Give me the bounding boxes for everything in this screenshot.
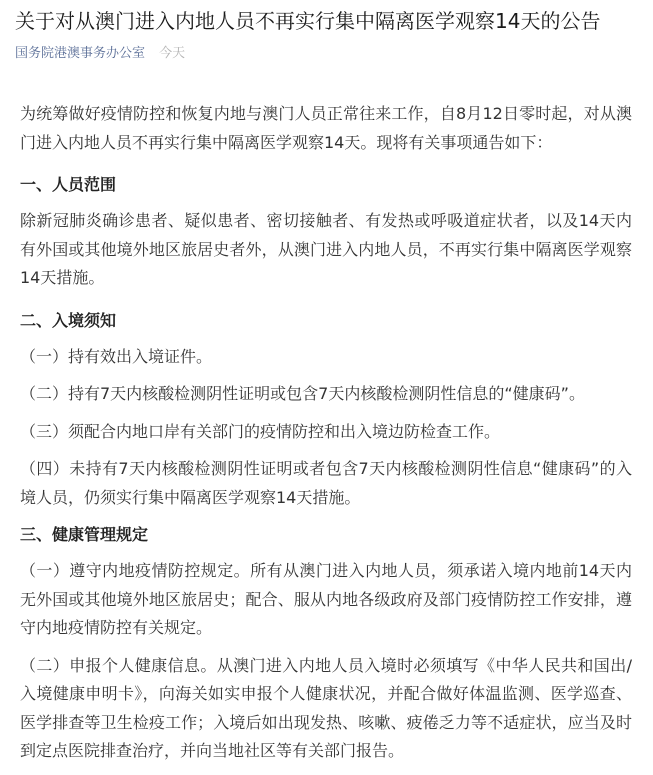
article-title: 关于对从澳门进入内地人员不再实行集中隔离医学观察14天的公告	[15, 9, 601, 33]
entry-notice-item: （二）持有7天内核酸检测阴性证明或包含7天内核酸检测阴性信息的“健康码”。	[20, 384, 585, 403]
section-heading-scope: 一、人员范围	[20, 175, 117, 194]
section-heading-health-management: 三、健康管理规定	[20, 525, 149, 544]
intro-paragraph: 为统筹做好疫情防控和恢复内地与澳门人员正常往来工作，自8月12日零时起，对从澳门进入内地人员不再实行集中隔离医学观察14天。现将有关事项通告如下：	[20, 104, 632, 152]
publish-date: 今天	[159, 46, 186, 61]
article-body	[20, 100, 632, 775]
account-name-link[interactable]: 国务院港澳事务办公室	[15, 46, 146, 61]
entry-notice-item: （一）持有效出入境证件。	[20, 346, 213, 366]
entry-notice-item: （四）未持有7天内核酸检测阴性证明或者包含7天内核酸检测阴性信息“健康码”的入境人员，仍须实行集中隔离医学观察14天措施。	[20, 459, 632, 507]
section-heading-entry-notice: 二、入境须知	[20, 310, 117, 330]
scope-paragraph: 除新冠肺炎确诊患者、疑似患者、密切接触者、有发热或呼吸道症状者，以及14天内有外国或其他境外地区旅居史者外，从澳门进入内地人员，不再实行集中隔离医学观察14天措施。	[20, 211, 632, 287]
health-management-item: （一）遵守内地疫情防控规定。所有从澳门进入内地人员，须承诺入境内地前14天内无外国或其他境外地区旅居史；配合、服从内地各级政府及部门疫情防控工作安排，遵守内地疫情防控有关规定。	[20, 561, 632, 637]
article-meta	[15, 45, 185, 63]
health-management-item: （二）申报个人健康信息。从澳门进入内地人员入境时必须填写《中华人民共和国出/入境健康申明卡》，向海关如实申报个人健康状况，并配合做好体温监测、医学巡查、医学排查等卫生检疫工作；入境后如出现发热、咳嗽、疲倦乏力等不适症状，应当及时到定点医院排查治疗，并向当地社区等有关部门报告。	[20, 655, 632, 760]
entry-notice-item: （三）须配合内地口岸有关部门的疫情防控和出入境边防检查工作。	[20, 421, 501, 441]
